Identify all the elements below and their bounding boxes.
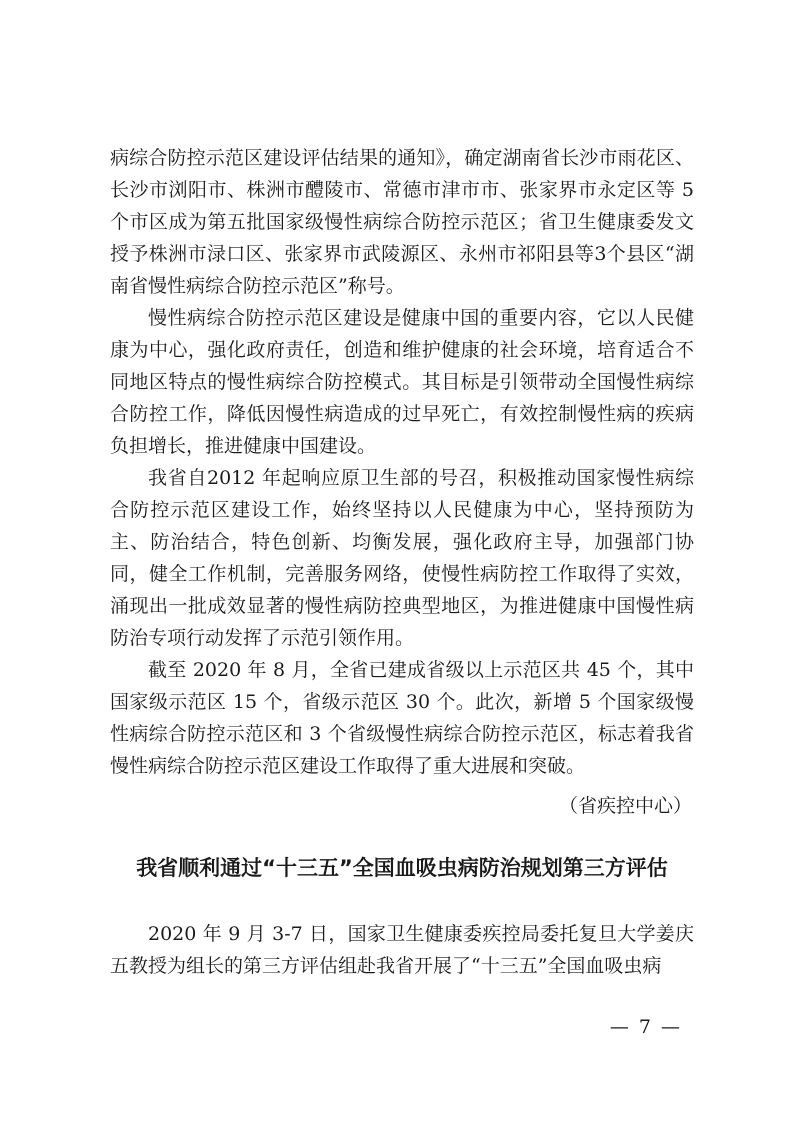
- article-2-title: 我省顺利通过“十三五”全国血吸虫病防治规划第三方评估: [136, 856, 668, 880]
- article-source: （省疾控中心）: [558, 795, 692, 817]
- paragraph-4: 截至 2020 年 8 月，全省已建成省级以上示范区共 45 个，其中国家级示范区 15 个，省级示范区 30 个。此次，新增 5 个国家级慢性病综合防控示范区和 3 个省级慢性病综合防控示范区，标志着我省慢性病综合防控示范区建设工作取得了重大进展和突破。: [110, 659, 694, 777]
- paragraph-2: 慢性病综合防控示范区建设是健康中国的重要内容，它以人民健康为中心，强化政府责任，创造和维护健康的社会环境，培育适合不同地区特点的慢性病综合防控模式。其目标是引领带动全国慢性病综合防控工作，降低因慢性病造成的过早死亡，有效控制慢性病的疾病负担增长，推进健康中国建设。: [110, 307, 694, 457]
- page-number: — 7 —: [609, 1016, 682, 1038]
- paragraph-3: 我省自2012 年起响应原卫生部的号召，积极推动国家慢性病综合防控示范区建设工作，始终坚持以人民健康为中心，坚持预防为主、防治结合，特色创新、均衡发展，强化政府主导，加强部门协同，健全工作机制，完善服务网络，使慢性病防控工作取得了实效，涌现出一批成效显著的慢性病防控典型地区，为推进健康中国慢性病防治专项行动发挥了示范引领作用。: [110, 467, 694, 649]
- article-body: [110, 142, 694, 782]
- article-2-paragraph-1: 2020 年 9 月 3-7 日，国家卫生健康委疾控局委托复旦大学姜庆五教授为组长的第三方评估组赴我省开展了“十三五”全国血吸虫病: [110, 923, 694, 977]
- paragraph-1: 病综合防控示范区建设评估结果的通知》，确定湖南省长沙市雨花区、长沙市浏阳市、株洲市醴陵市、常德市津市市、张家界市永定区等 5 个市区成为第五批国家级慢性病综合防控示范区；省卫生健康委发文授予株洲市渌口区、张家界市武陵源区、永州市祁阳县等3个县区“湖南省慢性病综合防控示范区”称号。: [110, 147, 694, 297]
